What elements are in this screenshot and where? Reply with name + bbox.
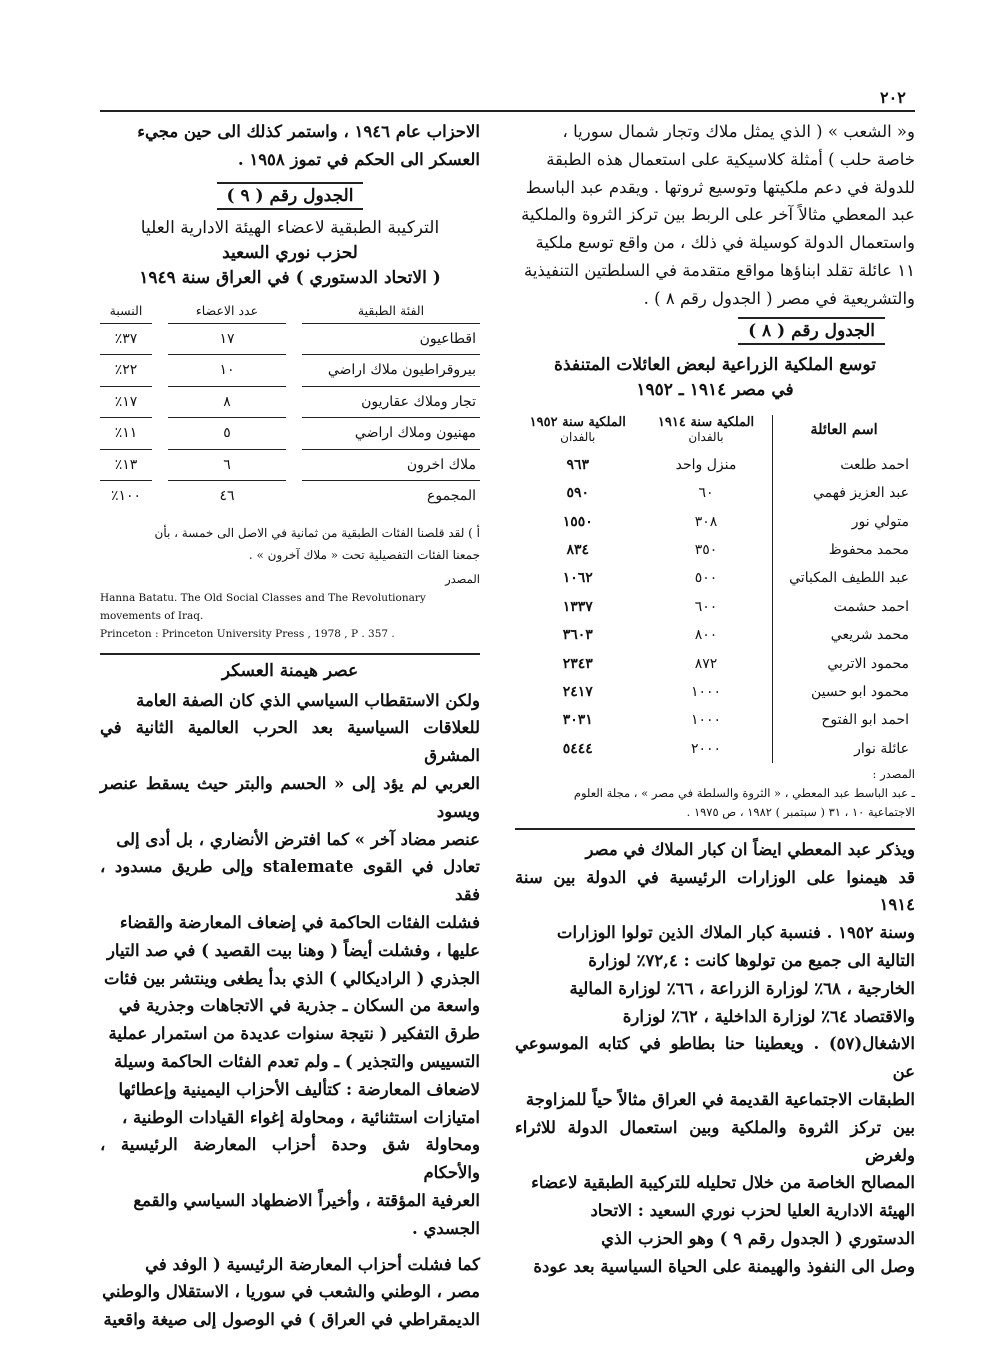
table8: [515, 317, 915, 822]
table8-row: [516, 593, 916, 621]
table9-row: [100, 386, 480, 418]
table9-row: [100, 323, 480, 355]
total-label: المجموع: [302, 481, 480, 512]
family-name-cell: متولي نور: [773, 507, 916, 535]
holding-1952-cell: ٢٣٤٣: [562, 655, 593, 672]
holding-1952-cell: ٥٤٤٤: [562, 740, 593, 757]
text-line: التسييس والتجذير ) ـ ولم تعدم الفئات الحاكمة وسيلة: [114, 1051, 480, 1071]
count-cell: ٨: [168, 386, 286, 418]
table8-label: الجدول رقم ( ٨ ): [738, 317, 885, 345]
text-line: الجسدي .: [411, 1218, 480, 1238]
text-line: العسكر الى الحكم في تموز ١٩٥٨ .: [237, 149, 480, 169]
text-line: ١١ عائلة تقلد ابناؤها مواقع متقدمة في السلطتين التنفيذية: [523, 260, 915, 280]
table8-grid: [515, 415, 915, 451]
col-header-1952-label: الملكية سنة ١٩٥٢: [529, 414, 626, 430]
text-line: وسنة ١٩٥٢ . فنسبة كبار الملاك الذين تولوا الوزارات: [556, 923, 915, 943]
divider: [515, 828, 915, 830]
table9-label: الجدول رقم ( ٩ ): [217, 182, 364, 210]
holding-1952-cell: ٨٣٤: [566, 541, 590, 558]
holding-1914-cell: ٣٠٨: [694, 513, 718, 530]
percent-cell: ٣٧٪: [100, 323, 152, 355]
table9-source-en1: Hanna Batatu. The Old Social Classes and The Revolutionary: [100, 591, 426, 604]
text-line: التالية الى جميع من تولوها كانت : ٧٢,٤٪ لوزارة: [588, 951, 915, 971]
table9-source-en2: movements of Iraq.: [100, 609, 204, 622]
family-name-cell: محمود ابو حسين: [773, 678, 916, 706]
table8-row: [516, 536, 916, 564]
text-line: الديمقراطي في العراق ) في الوصول إلى صيغة واقعية: [103, 1310, 480, 1330]
text-line: للعلاقات السياسية بعد الحرب العالمية الثانية في المشرق: [100, 718, 480, 766]
family-name-cell: احمد ابو الفتوح: [773, 706, 916, 734]
table8-row: [516, 621, 916, 649]
text-line: امتيازات استثنائية ، ومحاولة إغواء القيادات الوطنية ،: [121, 1107, 480, 1127]
text-line: الاشغال(٥٧) . ويعطينا حنا بطاطو في كتابه الموسوعي عن: [515, 1034, 915, 1082]
family-name-cell: محمود الاتربي: [773, 649, 916, 677]
text-line: مصر ، الوطني والشعب في سوريا ، الاستقلال والوطني: [102, 1282, 480, 1302]
holding-1914-cell: ٨٧٢: [694, 655, 718, 672]
category-cell: اقطاعيون: [302, 323, 480, 355]
holding-1914-cell: منزل واحد: [675, 456, 737, 473]
family-name-cell: عائلة نوار: [773, 734, 916, 762]
table8-row: [516, 706, 916, 734]
table9: [100, 182, 480, 643]
col-header-percent: النسبة: [100, 299, 152, 324]
holding-1952-cell: ١٥٥٠: [562, 513, 593, 530]
count-cell: ٦: [168, 449, 286, 481]
right-column: [515, 118, 915, 1281]
total-count: ٤٦: [168, 481, 286, 512]
family-name-cell: احمد حشمت: [773, 593, 916, 621]
text-line: لاضعاف المعارضة : كتأليف الأحزاب اليمينية وإعطائها: [118, 1079, 480, 1099]
holding-1914-cell: ٦٠: [698, 485, 714, 502]
text-line: و« الشعب » ( الذي يمثل ملاك وتجار شمال سوريا ،: [562, 122, 915, 141]
table8-source-label: المصدر :: [872, 766, 915, 781]
text-line: ومحاولة شق وحدة أحزاب المعارضة الرئيسية ، والأحكام: [100, 1135, 480, 1183]
total-percent: ١٠٠٪: [100, 481, 152, 512]
holding-1952-cell: ٣٠٣١: [562, 712, 593, 729]
table9-title: التركيبة الطبقية لاعضاء الهيئة الادارية العليا: [140, 217, 440, 238]
table9-note-line2: جمعنا الفئات التفصيلية تحت « ملاك آخرون » .: [248, 547, 480, 562]
text-line: عنصر مضاد آخر » كما افترض الأنضاري ، بل أدى إلى: [116, 829, 480, 849]
text-line: ويذكر عبد المعطي ايضاً ان كبار الملاك في مصر: [585, 839, 915, 859]
table9-source-label: المصدر: [445, 571, 480, 586]
col-header-1952: [516, 415, 641, 445]
family-name-cell: محمد محفوظ: [773, 536, 916, 564]
col-header-1952-unit: بالفدان: [560, 429, 596, 444]
text-line: والاقتصاد ٦٤٪ لوزارة الداخلية ، ٦٢٪ لوزارة: [622, 1006, 915, 1026]
text-line: العربي لم يؤد إلى « الحسم والبتر حيث يسقط عنصر ويسود: [100, 773, 480, 821]
text-line: المصالح الخاصة من خلال تحليله للتركيبة الطبقية لاعضاء: [531, 1173, 915, 1193]
text-line: كما فشلت أحزاب المعارضة الرئيسية ( الوفد في: [145, 1254, 480, 1274]
category-cell: مهنيون وملاك اراضي: [302, 418, 480, 450]
left-intro-paragraph: [100, 118, 480, 174]
table9-source-en3: Princeton : Princeton University Press , 1978 , P . 357 .: [100, 627, 395, 640]
table8-title-line2: في مصر ١٩١٤ ـ ١٩٥٢: [636, 379, 794, 400]
text-line: الجذري ( الراديكالي ) الذي بدأ يطغى وينتشر بين فئات: [103, 968, 480, 988]
text-line: الخارجية ، ٦٨٪ لوزارة الزراعة ، ٦٦٪ لوزارة المالية: [569, 978, 915, 998]
text-line: تعادل في القوى stalemate وإلى طريق مسدود ، فقد: [100, 857, 481, 905]
holding-1952-cell: ٥٩٠: [566, 485, 590, 502]
holding-1914-cell: ٣٥٠: [694, 541, 718, 558]
percent-cell: ١١٪: [100, 418, 152, 450]
table9-row: [100, 355, 480, 387]
family-name-cell: عبد العزيز فهمي: [773, 479, 916, 507]
right-body-paragraph: [515, 836, 915, 1281]
holding-1952-cell: ١٣٣٧: [562, 598, 593, 615]
col-header-count: عدد الاعضاء: [168, 299, 286, 324]
table8-row: [516, 451, 916, 479]
text-line: الاحزاب عام ١٩٤٦ ، واستمر كذلك الى حين مجيء: [137, 122, 480, 141]
holding-1914-cell: ٨٠٠: [694, 627, 718, 644]
left-column: [100, 118, 480, 1334]
divider: [100, 653, 480, 655]
section-paragraph: [100, 687, 480, 1243]
table9-title-line3: ( الاتحاد الدستوري ) في العراق سنة ١٩٤٩: [139, 267, 441, 288]
header-rule: [100, 110, 915, 112]
family-name-cell: احمد طلعت: [773, 451, 916, 479]
text-line: عليها ، وفشلت أيضاً ( وهنا بيت القصيد ) في صد التيار: [106, 940, 480, 960]
table9-grid: [100, 299, 480, 512]
table9-row: [100, 449, 480, 481]
holding-1952-cell: ٢٤١٧: [562, 683, 593, 700]
text-line: العرفية المؤقتة ، وأخيراً الاضطهاد السياسي والقمع: [133, 1190, 480, 1210]
holding-1952-cell: ٩٦٣: [566, 456, 590, 473]
col-header-family: اسم العائلة: [773, 415, 916, 445]
col-header-category: الفئة الطبقية: [302, 299, 480, 324]
category-cell: تجار وملاك عقاريون: [302, 386, 480, 418]
text-line: الدستوري ( الجدول رقم ٩ ) وهو الحزب الذي: [601, 1229, 915, 1249]
table8-row: [516, 649, 916, 677]
table8-row: [516, 734, 916, 762]
text-line: خاصة حلب ) أمثلة كلاسيكية على استعمال هذه الطبقة: [546, 149, 915, 169]
category-cell: بيروقراطيون ملاك اراضي: [302, 355, 480, 387]
percent-cell: ١٣٪: [100, 449, 152, 481]
holding-1914-cell: ١٠٠٠: [690, 683, 722, 700]
text-line: طرق التفكير ( نتيجة سنوات عديدة من استمرار عملية: [108, 1024, 480, 1044]
text-line: والتشريعية في مصر ( الجدول رقم ٨ ) .: [643, 288, 915, 308]
table8-row: [516, 678, 916, 706]
percent-cell: ١٧٪: [100, 386, 152, 418]
text-line: عبد المعطي مثالاً آخر على الربط بين تركز الثروة والملكية: [521, 205, 915, 225]
count-cell: ١٧: [168, 323, 286, 355]
table8-source-line1: ـ عبد الباسط عبد المعطي ، « الثروة والسلطة في مصر » ، مجلة العلوم: [573, 785, 915, 800]
closing-paragraph: [100, 1251, 480, 1334]
text-line: واسعة من السكان ـ جذرية في الاتجاهات وجذرية في: [118, 996, 480, 1016]
holding-1952-cell: ٣٦٠٣: [562, 627, 593, 644]
text-line: للدولة في دعم ملكيتها وتوسيع ثروتها . ويقدم عبد الباسط: [525, 177, 915, 197]
page-number: ٢٠٢: [880, 88, 906, 107]
table8-row: [516, 479, 916, 507]
table8-title: توسع الملكية الزراعية لبعض العائلات المتنفذة: [554, 354, 876, 375]
section-title: عصر هيمنة العسكر: [221, 660, 359, 681]
holding-1914-cell: ١٠٠٠: [690, 712, 722, 729]
text-line: الهيئة الادارية العليا لحزب نوري السعيد : الاتحاد: [590, 1201, 915, 1221]
table8-body: [515, 451, 915, 763]
family-name-cell: محمد شريعي: [773, 621, 916, 649]
text-line: بين تركز الثروة والملكية وبين استعمال الدولة للاثراء ولغرض: [515, 1117, 915, 1165]
text-line: واستعمال الدولة كوسيلة في ذلك ، من واقع توسع ملكية: [535, 233, 915, 253]
holding-1914-cell: ٦٠٠: [694, 598, 718, 615]
holding-1914-cell: ٥٠٠: [694, 570, 718, 587]
count-cell: ١٠: [168, 355, 286, 387]
category-cell: ملاك اخرون: [302, 449, 480, 481]
family-name-cell: عبد اللطيف المكباتي: [773, 564, 916, 592]
col-header-1914-label: الملكية سنة ١٩١٤: [657, 414, 755, 430]
col-header-1914: [640, 415, 773, 445]
table8-row: [516, 564, 916, 592]
table9-title-line2: لحزب نوري السعيد: [222, 242, 358, 263]
text-line: فشلت الفئات الحاكمة في إضعاف المعارضة والقضاء: [119, 912, 480, 932]
percent-cell: ٢٢٪: [100, 355, 152, 387]
text-line: ولكن الاستقطاب السياسي الذي كان الصفة العامة: [136, 690, 480, 710]
holding-1914-cell: ٢٠٠٠: [690, 740, 722, 757]
text-line: وصل الى النفوذ والهيمنة على الحياة السياسية بعد عودة: [533, 1256, 915, 1276]
text-line: قد هيمنوا على الوزارات الرئيسية في الدولة بين سنة ١٩١٤: [515, 867, 915, 915]
table9-note-line1: أ ) لقد قلصنا الفئات الطبقية من ثمانية في الاصل الى خمسة ، بأن: [154, 525, 480, 540]
table9-row: [100, 418, 480, 450]
table8-row: [516, 507, 916, 535]
right-intro-paragraph: [515, 118, 915, 313]
holding-1952-cell: ١٠٦٢: [562, 570, 593, 587]
count-cell: ٥: [168, 418, 286, 450]
table8-source-line2: الاجتماعية ١٠ ، ٣١ ( سبتمبر ) ١٩٨٢ ، ص ١٩٧٥ .: [686, 804, 915, 819]
col-header-1914-unit: بالفدان: [688, 429, 724, 444]
text-line: الطبقات الاجتماعية القديمة في العراق مثالاً حياً للمزاوجة: [525, 1090, 915, 1110]
